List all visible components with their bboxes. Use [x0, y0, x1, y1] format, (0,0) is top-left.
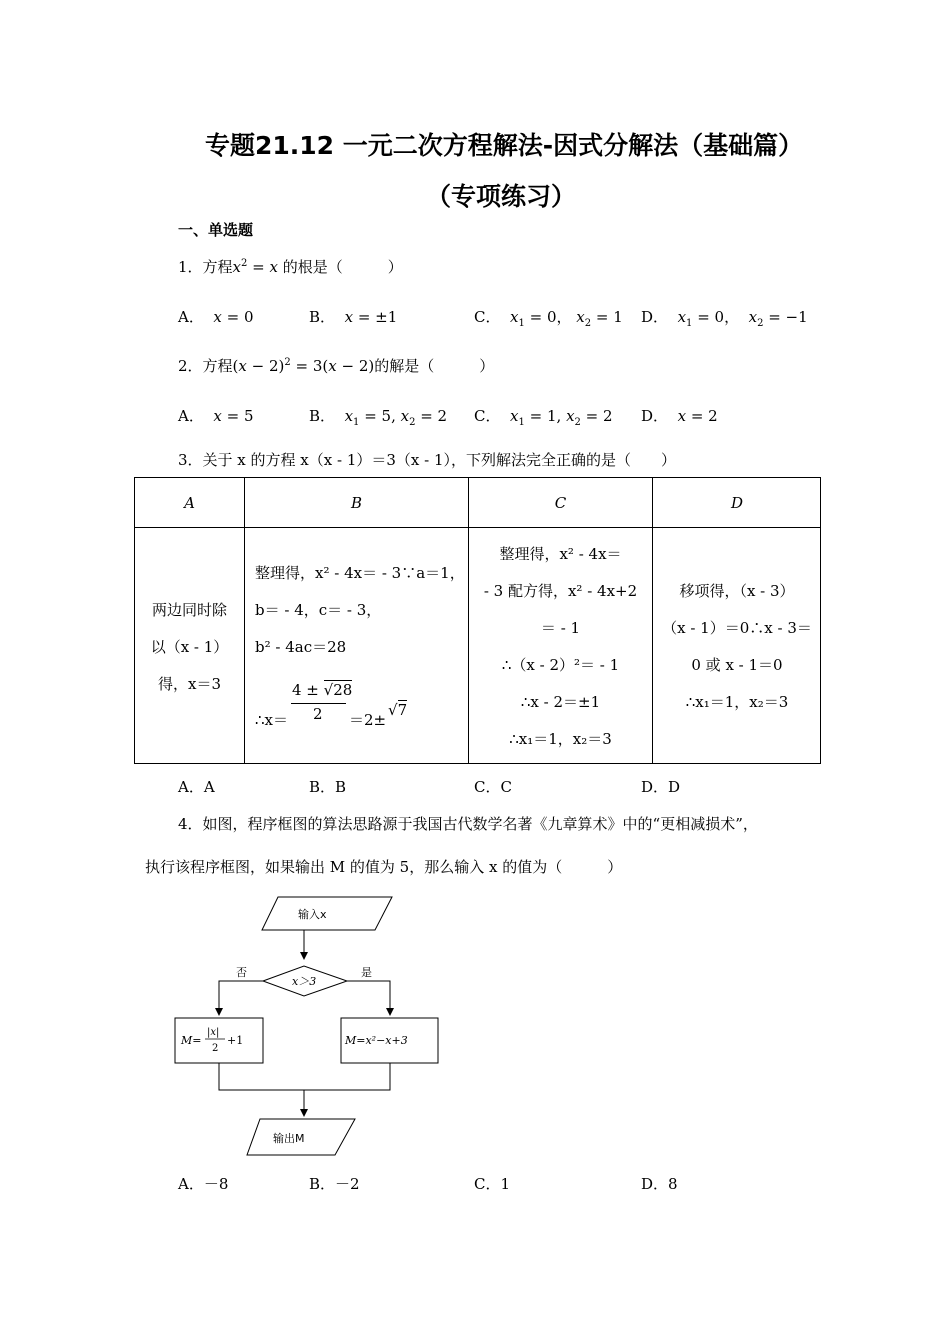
flow-left-den: 2: [212, 1043, 219, 1054]
q1-option-a[interactable]: A． x = 0: [178, 308, 254, 326]
flow-no-label: 否: [236, 966, 247, 979]
cell-c: 整理得，x² - 4x＝ - 3 配方得，x² - 4x+2 ＝ - 1 ∴（x - 2）²＝ - 1 ∴x - 2＝±1 ∴x₁＝1，x₂＝3: [483, 545, 638, 748]
q1-stem-suffix: 的根是（ ）: [282, 258, 403, 276]
q3-option-a[interactable]: A．A: [178, 778, 215, 796]
q2-option-a[interactable]: A． x = 5: [178, 407, 254, 425]
q2-stem-prefix: 2．方程: [178, 357, 233, 375]
flow-condition-text: x＞3: [292, 975, 317, 988]
table-header-c: C: [554, 494, 567, 512]
table-header-b: B: [350, 494, 363, 512]
q2-stem-suffix: 的解是（ ）: [374, 357, 495, 375]
q2-option-c[interactable]: C． $x_1 = 1$, $x_2 = 2$: [474, 407, 613, 428]
flow-yes-label: 是: [361, 966, 372, 979]
question-3: 3．关于 x 的方程 x（x - 1）＝3（x - 1），下列解法完全正确的是（ ）: [178, 451, 677, 469]
flow-input-text: 输入x: [298, 908, 327, 921]
q3-option-d[interactable]: D．D: [641, 778, 681, 796]
flow-left-prefix: M=: [181, 1034, 202, 1047]
flow-output-text: 输出M: [273, 1132, 305, 1145]
q2-option-b[interactable]: B． $x_1 = 5$, $x_2 = 2$: [309, 407, 448, 428]
flow-left-suffix: +1: [227, 1034, 244, 1047]
question-2: 2．方程$(x - 2)^2 = 3(x - 2)$的解是（ ）: [178, 357, 495, 375]
cell-b: 整理得，x² - 4x＝ - 3∵a＝1， b＝ - 4，c＝ - 3， b² - 4ac＝28: [255, 564, 465, 656]
page-title: 专题21.12 一元二次方程解法-因式分解法（基础篇）: [205, 131, 804, 160]
question-4-line1: 4．如图，程序框图的算法思路源于我国古代数学名著《九章算术》中的“更相减损术”，: [178, 815, 758, 833]
q1-stem-prefix: 1．方程: [178, 258, 233, 276]
section-heading: 一、单选题: [178, 221, 254, 239]
question-4-line2: 执行该程序框图，如果输出 M 的值为 5，那么输入 x 的值为（ ）: [145, 858, 623, 876]
q1-option-d[interactable]: D． $x_1 = 0$， $x_2 = -1$: [641, 308, 808, 329]
cell-b-formula: ∴x＝ 4 ± √28 2 ＝2± √7: [255, 681, 408, 729]
flow-left-num: |x|: [207, 1027, 220, 1038]
page-subtitle: （专项练习）: [426, 182, 577, 211]
flow-right-text: M=x²−x+3: [345, 1034, 408, 1047]
table-header-a: A: [184, 494, 195, 512]
question-1: 1．方程$x^2 = x$ 的根是（ ）: [178, 258, 403, 276]
flow-input-shape: [262, 897, 392, 930]
q2-option-d[interactable]: D． x = 2: [641, 407, 718, 425]
flowchart: [170, 892, 470, 1164]
cell-d: 移项得，（x - 3） （x - 1）＝0∴x - 3＝ 0 或 x - 1＝0 ∴x₁＝1，x₂＝3: [662, 582, 812, 711]
q4-option-a[interactable]: A．－8: [178, 1175, 229, 1193]
q4-option-c[interactable]: C．1: [474, 1175, 511, 1193]
q1-option-b[interactable]: B． x = ±1: [309, 308, 398, 326]
q4-option-d[interactable]: D．8: [641, 1175, 678, 1193]
q3-option-b[interactable]: B．B: [309, 778, 347, 796]
table-header-d: D: [730, 494, 744, 512]
q1-option-c[interactable]: C． $x_1 = 0$， $x_2 = 1$: [474, 308, 623, 329]
solution-table: [134, 477, 821, 764]
cell-a: 两边同时除 以（x - 1） 得，x＝3: [150, 601, 229, 693]
q3-option-c[interactable]: C．C: [474, 778, 512, 796]
q4-option-b[interactable]: B．－2: [309, 1175, 360, 1193]
